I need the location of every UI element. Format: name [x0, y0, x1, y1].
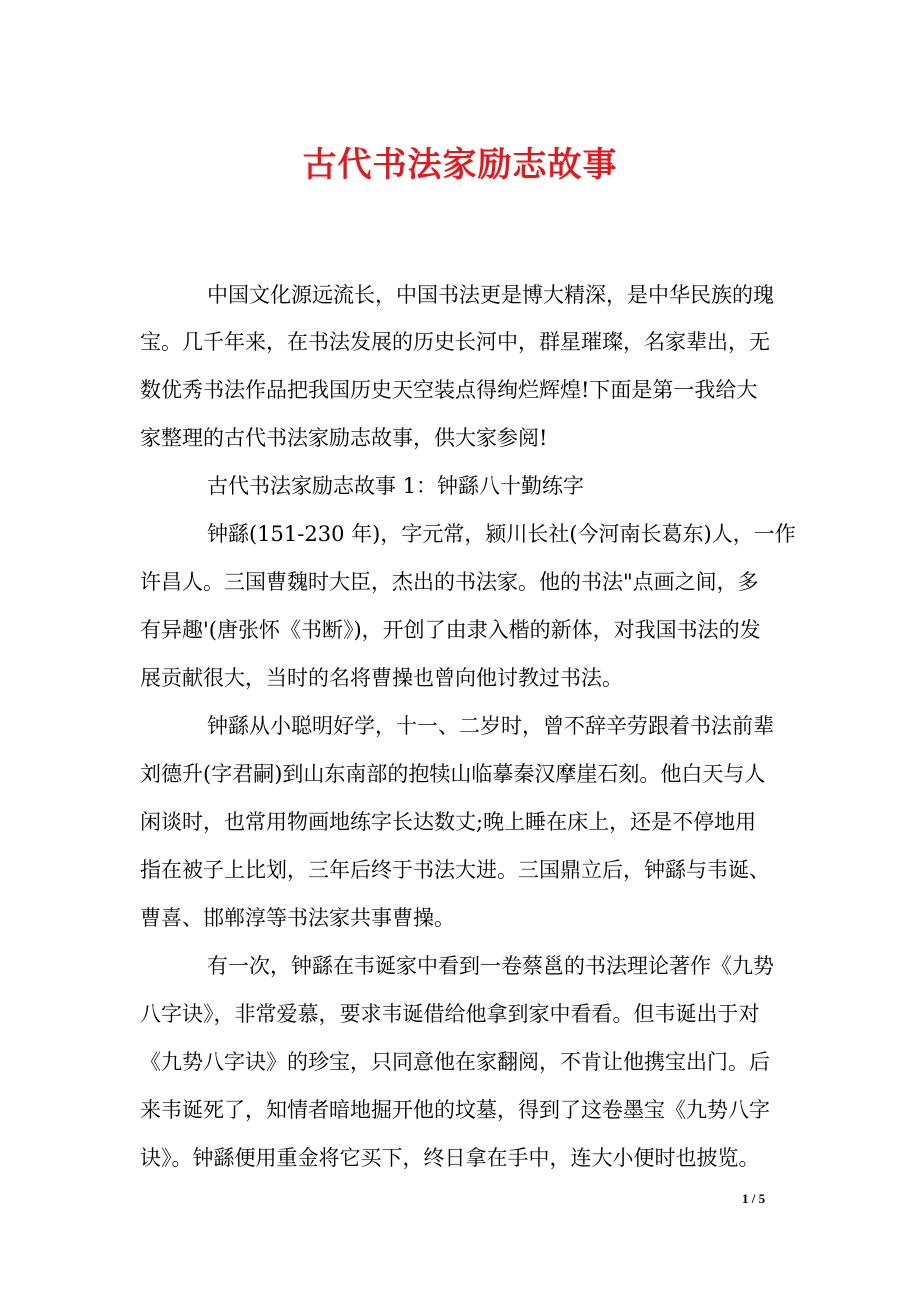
text-line: 许昌人。三国曹魏时大臣，杰出的书法家。他的书法"点画之间，多 — [140, 570, 759, 594]
text-line: 来韦诞死了，知情者暗地掘开他的坟墓，得到了这卷墨宝《九势八字 — [140, 1098, 770, 1122]
text-line: 数优秀书法作品把我国历史天空装点得绚烂辉煌!下面是第一我给大 — [140, 378, 758, 402]
text-line: 有一次，钟繇在韦诞家中看到一卷蔡邕的书法理论著作《九势 — [207, 954, 774, 978]
text-line: 钟繇从小聪明好学，十一、二岁时，曾不辞辛劳跟着书法前辈 — [207, 714, 774, 738]
text-line: 八字诀》，非常爱慕，要求韦诞借给他拿到家中看看。但韦诞出于对 — [140, 1002, 760, 1026]
text-line: 有异趣'(唐张怀《书断》)，开创了由隶入楷的新体，对我国书法的发 — [140, 618, 761, 642]
text-line: 展贡献很大，当时的名将曹操也曾向他讨教过书法。 — [140, 666, 623, 690]
section-heading: 古代书法家励志故事 1：钟繇八十勤练字 — [207, 474, 585, 498]
text-line: 闲谈时，也常用物画地练字长达数丈;晚上睡在床上，还是不停地用 — [140, 810, 757, 834]
document-title: 古代书法家励志故事 — [302, 145, 618, 185]
text-line: 指在被子上比划，三年后终于书法大进。三国鼎立后，钟繇与韦诞、 — [140, 858, 770, 882]
text-line: 刘德升(字君嗣)到山东南部的抱犊山临摹秦汉摩崖石刻。他白天与人 — [140, 762, 766, 786]
text-line: 中国文化源远流长，中国书法更是博大精深，是中华民族的瑰 — [207, 283, 774, 307]
text-line: 《九势八字诀》的珍宝，只同意他在家翻阅，不肯让他携宝出门。后 — [140, 1050, 770, 1074]
page-number: 1 / 5 — [742, 1191, 766, 1206]
text-line: 家整理的古代书法家励志故事，供大家参阅! — [140, 426, 548, 450]
text-line: 曹喜、邯郸淳等书法家共事曹操。 — [140, 906, 455, 930]
text-line: 诀》。钟繇便用重金将它买下，终日拿在手中，连大小便时也披览。 — [140, 1146, 760, 1170]
text-line: 宝。几千年来，在书法发展的历史长河中，群星璀璨，名家辈出，无 — [140, 330, 770, 354]
text-line: 钟繇(151-230 年)，字元常，颍川长社(今河南长葛东)人，一作 — [207, 522, 796, 546]
